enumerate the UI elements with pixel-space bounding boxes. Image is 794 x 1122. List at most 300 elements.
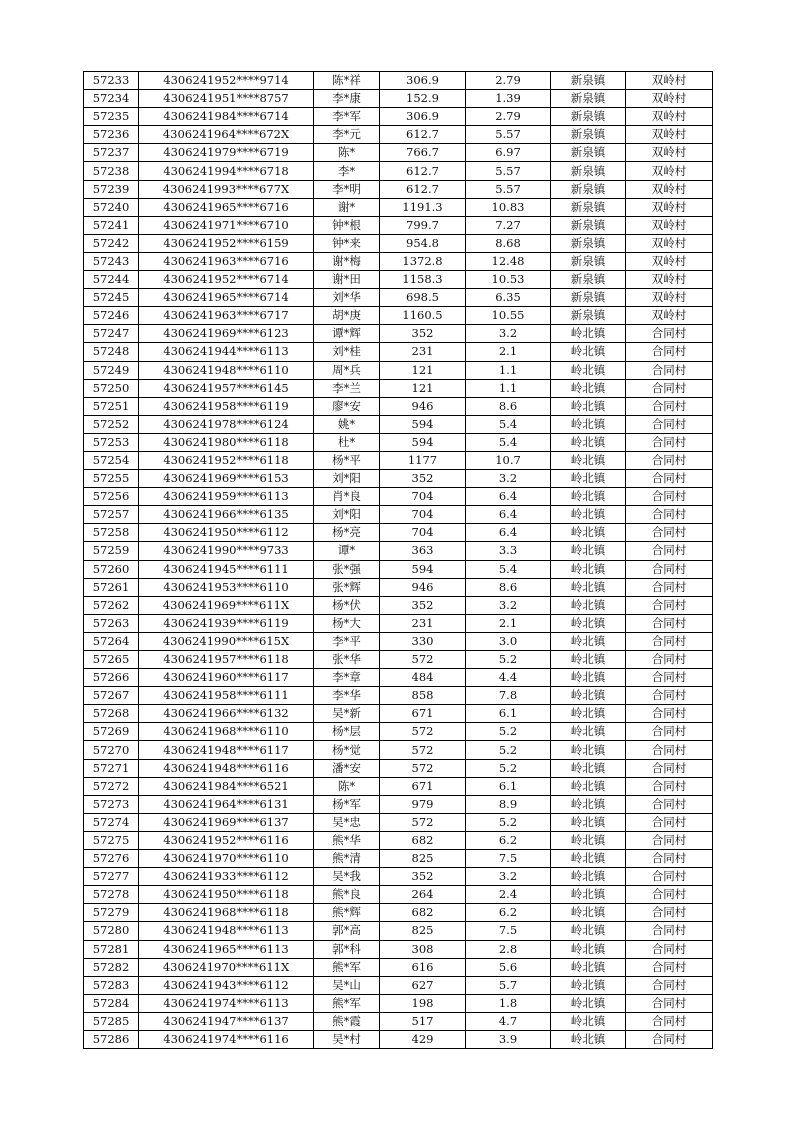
id-number-cell: 4306241953****6110 [139,578,314,596]
serial-number-cell: 57264 [84,632,139,650]
village-cell: 合同村 [626,687,713,705]
name-cell: 谢*田 [314,271,380,289]
town-cell: 岭北镇 [551,415,626,433]
id-number-cell: 4306241980****6118 [139,433,314,451]
serial-number-cell: 57261 [84,578,139,596]
area-cell: 5.2 [466,813,551,831]
town-cell: 岭北镇 [551,705,626,723]
name-cell: 杜* [314,433,380,451]
table-row [84,72,713,90]
id-number-cell: 4306241958****6111 [139,687,314,705]
village-cell: 双岭村 [626,289,713,307]
town-cell: 岭北镇 [551,1012,626,1030]
id-number-cell: 4306241952****6118 [139,451,314,469]
village-cell: 双岭村 [626,90,713,108]
serial-number-cell: 57235 [84,108,139,126]
amount-cell: 517 [380,1012,466,1030]
name-cell: 熊*清 [314,850,380,868]
village-cell: 合同村 [626,343,713,361]
serial-number-cell: 57273 [84,795,139,813]
id-number-cell: 4306241969****6153 [139,470,314,488]
amount-cell: 572 [380,651,466,669]
village-cell: 合同村 [626,705,713,723]
serial-number-cell: 57247 [84,325,139,343]
village-cell: 双岭村 [626,271,713,289]
amount-cell: 572 [380,723,466,741]
table-row [84,868,713,886]
area-cell: 5.4 [466,415,551,433]
data-table [83,71,713,1049]
area-cell: 7.8 [466,687,551,705]
serial-number-cell: 57286 [84,1030,139,1048]
amount-cell: 671 [380,777,466,795]
village-cell: 双岭村 [626,162,713,180]
table-row [84,433,713,451]
id-number-cell: 4306241964****6131 [139,795,314,813]
village-cell: 合同村 [626,433,713,451]
serial-number-cell: 57284 [84,994,139,1012]
table-row [84,596,713,614]
amount-cell: 363 [380,542,466,560]
table-row [84,451,713,469]
name-cell: 杨*伏 [314,596,380,614]
name-cell: 郭*高 [314,922,380,940]
area-cell: 3.2 [466,868,551,886]
serial-number-cell: 57277 [84,868,139,886]
id-number-cell: 4306241963****6716 [139,252,314,270]
village-cell: 合同村 [626,795,713,813]
area-cell: 2.79 [466,108,551,126]
id-number-cell: 4306241990****615X [139,632,314,650]
village-cell: 合同村 [626,524,713,542]
id-number-cell: 4306241966****6132 [139,705,314,723]
name-cell: 刘*阳 [314,506,380,524]
serial-number-cell: 57249 [84,361,139,379]
town-cell: 岭北镇 [551,868,626,886]
amount-cell: 858 [380,687,466,705]
area-cell: 4.7 [466,1012,551,1030]
serial-number-cell: 57241 [84,216,139,234]
id-number-cell: 4306241960****6117 [139,669,314,687]
id-number-cell: 4306241968****6118 [139,904,314,922]
table-row [84,922,713,940]
village-cell: 双岭村 [626,307,713,325]
table-row [84,307,713,325]
village-cell: 合同村 [626,506,713,524]
id-number-cell: 4306241990****9733 [139,542,314,560]
name-cell: 陈* [314,777,380,795]
town-cell: 岭北镇 [551,723,626,741]
id-number-cell: 4306241933****6112 [139,868,314,886]
serial-number-cell: 57271 [84,759,139,777]
name-cell: 熊*良 [314,886,380,904]
area-cell: 6.2 [466,904,551,922]
table-row [84,90,713,108]
village-cell: 合同村 [626,451,713,469]
town-cell: 新泉镇 [551,90,626,108]
name-cell: 李*平 [314,632,380,650]
town-cell: 岭北镇 [551,379,626,397]
area-cell: 5.2 [466,651,551,669]
id-number-cell: 4306241944****6113 [139,343,314,361]
serial-number-cell: 57254 [84,451,139,469]
table-row [84,108,713,126]
village-cell: 合同村 [626,415,713,433]
serial-number-cell: 57266 [84,669,139,687]
village-cell: 合同村 [626,379,713,397]
village-cell: 合同村 [626,397,713,415]
name-cell: 熊*辉 [314,904,380,922]
table-row [84,144,713,162]
table-row [84,415,713,433]
town-cell: 新泉镇 [551,198,626,216]
area-cell: 6.97 [466,144,551,162]
village-cell: 合同村 [626,651,713,669]
amount-cell: 572 [380,813,466,831]
name-cell: 李*明 [314,180,380,198]
name-cell: 李*兰 [314,379,380,397]
town-cell: 岭北镇 [551,904,626,922]
serial-number-cell: 57239 [84,180,139,198]
id-number-cell: 4306241969****6123 [139,325,314,343]
serial-number-cell: 57272 [84,777,139,795]
town-cell: 岭北镇 [551,813,626,831]
id-number-cell: 4306241947****6137 [139,1012,314,1030]
id-number-cell: 4306241939****6119 [139,614,314,632]
town-cell: 岭北镇 [551,614,626,632]
village-cell: 双岭村 [626,108,713,126]
area-cell: 2.1 [466,614,551,632]
table-row [84,976,713,994]
village-cell: 合同村 [626,813,713,831]
table-row [84,560,713,578]
serial-number-cell: 57250 [84,379,139,397]
serial-number-cell: 57269 [84,723,139,741]
town-cell: 岭北镇 [551,976,626,994]
name-cell: 张*强 [314,560,380,578]
village-cell: 合同村 [626,596,713,614]
area-cell: 6.2 [466,831,551,849]
id-number-cell: 4306241974****6113 [139,994,314,1012]
village-cell: 合同村 [626,831,713,849]
id-number-cell: 4306241959****6113 [139,488,314,506]
town-cell: 岭北镇 [551,886,626,904]
area-cell: 1.39 [466,90,551,108]
serial-number-cell: 57233 [84,72,139,90]
area-cell: 12.48 [466,252,551,270]
table-row [84,325,713,343]
town-cell: 岭北镇 [551,850,626,868]
table-row [84,705,713,723]
area-cell: 8.6 [466,578,551,596]
village-cell: 双岭村 [626,198,713,216]
serial-number-cell: 57276 [84,850,139,868]
amount-cell: 825 [380,922,466,940]
village-cell: 合同村 [626,470,713,488]
id-number-cell: 4306241979****6719 [139,144,314,162]
amount-cell: 330 [380,632,466,650]
name-cell: 杨*层 [314,723,380,741]
name-cell: 熊*华 [314,831,380,849]
amount-cell: 572 [380,759,466,777]
id-number-cell: 4306241978****6124 [139,415,314,433]
table-row [84,343,713,361]
town-cell: 新泉镇 [551,252,626,270]
name-cell: 吴*村 [314,1030,380,1048]
amount-cell: 306.9 [380,72,466,90]
table-row [84,470,713,488]
amount-cell: 594 [380,415,466,433]
id-number-cell: 4306241993****677X [139,180,314,198]
amount-cell: 594 [380,433,466,451]
amount-cell: 682 [380,904,466,922]
name-cell: 李*华 [314,687,380,705]
name-cell: 陈*祥 [314,72,380,90]
area-cell: 10.83 [466,198,551,216]
serial-number-cell: 57285 [84,1012,139,1030]
town-cell: 岭北镇 [551,777,626,795]
name-cell: 吴*我 [314,868,380,886]
amount-cell: 979 [380,795,466,813]
table-row [84,831,713,849]
area-cell: 2.79 [466,72,551,90]
area-cell: 8.9 [466,795,551,813]
serial-number-cell: 57238 [84,162,139,180]
area-cell: 1.8 [466,994,551,1012]
serial-number-cell: 57258 [84,524,139,542]
name-cell: 李* [314,162,380,180]
area-cell: 5.2 [466,723,551,741]
table-row [84,795,713,813]
table-row [84,687,713,705]
town-cell: 岭北镇 [551,451,626,469]
amount-cell: 1160.5 [380,307,466,325]
serial-number-cell: 57267 [84,687,139,705]
amount-cell: 1158.3 [380,271,466,289]
id-number-cell: 4306241969****611X [139,596,314,614]
name-cell: 肖*良 [314,488,380,506]
town-cell: 岭北镇 [551,433,626,451]
id-number-cell: 4306241948****6117 [139,741,314,759]
village-cell: 合同村 [626,922,713,940]
town-cell: 新泉镇 [551,162,626,180]
name-cell: 周*兵 [314,361,380,379]
village-cell: 合同村 [626,904,713,922]
village-cell: 双岭村 [626,72,713,90]
name-cell: 钟*来 [314,234,380,252]
table-row [84,886,713,904]
name-cell: 张*辉 [314,578,380,596]
area-cell: 6.4 [466,524,551,542]
area-cell: 6.35 [466,289,551,307]
village-cell: 双岭村 [626,144,713,162]
serial-number-cell: 57243 [84,252,139,270]
amount-cell: 594 [380,560,466,578]
id-number-cell: 4306241952****6714 [139,271,314,289]
area-cell: 5.57 [466,180,551,198]
table-row [84,1012,713,1030]
village-cell: 合同村 [626,542,713,560]
amount-cell: 946 [380,578,466,596]
amount-cell: 352 [380,470,466,488]
id-number-cell: 4306241952****6116 [139,831,314,849]
area-cell: 1.1 [466,361,551,379]
amount-cell: 1372.8 [380,252,466,270]
table-row [84,162,713,180]
town-cell: 岭北镇 [551,795,626,813]
table-row [84,234,713,252]
name-cell: 陈* [314,144,380,162]
amount-cell: 121 [380,379,466,397]
village-cell: 合同村 [626,850,713,868]
name-cell: 郭*科 [314,940,380,958]
serial-number-cell: 57262 [84,596,139,614]
town-cell: 岭北镇 [551,831,626,849]
table-row [84,361,713,379]
id-number-cell: 4306241969****6137 [139,813,314,831]
village-cell: 合同村 [626,578,713,596]
serial-number-cell: 57275 [84,831,139,849]
area-cell: 6.1 [466,777,551,795]
area-cell: 6.1 [466,705,551,723]
area-cell: 3.0 [466,632,551,650]
serial-number-cell: 57251 [84,397,139,415]
village-cell: 双岭村 [626,126,713,144]
village-cell: 合同村 [626,777,713,795]
serial-number-cell: 57237 [84,144,139,162]
town-cell: 新泉镇 [551,289,626,307]
area-cell: 7.5 [466,922,551,940]
table-row [84,289,713,307]
amount-cell: 612.7 [380,126,466,144]
table-row [84,542,713,560]
area-cell: 8.6 [466,397,551,415]
amount-cell: 198 [380,994,466,1012]
table-row [84,777,713,795]
town-cell: 岭北镇 [551,994,626,1012]
name-cell: 李*元 [314,126,380,144]
area-cell: 5.7 [466,976,551,994]
name-cell: 吴*山 [314,976,380,994]
village-cell: 合同村 [626,325,713,343]
amount-cell: 704 [380,524,466,542]
serial-number-cell: 57236 [84,126,139,144]
name-cell: 熊*霞 [314,1012,380,1030]
name-cell: 李*康 [314,90,380,108]
id-number-cell: 4306241963****6717 [139,307,314,325]
table-row [84,271,713,289]
serial-number-cell: 57234 [84,90,139,108]
amount-cell: 308 [380,940,466,958]
name-cell: 钟*根 [314,216,380,234]
table-row [84,940,713,958]
id-number-cell: 4306241974****6116 [139,1030,314,1048]
serial-number-cell: 57257 [84,506,139,524]
town-cell: 岭北镇 [551,397,626,415]
town-cell: 新泉镇 [551,180,626,198]
town-cell: 岭北镇 [551,1030,626,1048]
area-cell: 5.2 [466,759,551,777]
table-row [84,850,713,868]
town-cell: 岭北镇 [551,669,626,687]
name-cell: 杨*大 [314,614,380,632]
name-cell: 熊*军 [314,958,380,976]
amount-cell: 152.9 [380,90,466,108]
serial-number-cell: 57260 [84,560,139,578]
area-cell: 1.1 [466,379,551,397]
table-row [84,126,713,144]
area-cell: 2.1 [466,343,551,361]
amount-cell: 682 [380,831,466,849]
amount-cell: 1177 [380,451,466,469]
name-cell: 潘*安 [314,759,380,777]
table-row [84,216,713,234]
serial-number-cell: 57283 [84,976,139,994]
village-cell: 双岭村 [626,216,713,234]
area-cell: 3.2 [466,470,551,488]
town-cell: 岭北镇 [551,958,626,976]
id-number-cell: 4306241958****6119 [139,397,314,415]
town-cell: 新泉镇 [551,72,626,90]
serial-number-cell: 57255 [84,470,139,488]
town-cell: 岭北镇 [551,651,626,669]
id-number-cell: 4306241964****672X [139,126,314,144]
name-cell: 刘*阳 [314,470,380,488]
village-cell: 合同村 [626,1012,713,1030]
table-row [84,252,713,270]
amount-cell: 612.7 [380,180,466,198]
amount-cell: 825 [380,850,466,868]
area-cell: 5.57 [466,162,551,180]
table-row [84,669,713,687]
town-cell: 岭北镇 [551,560,626,578]
serial-number-cell: 57278 [84,886,139,904]
area-cell: 5.4 [466,433,551,451]
village-cell: 双岭村 [626,180,713,198]
serial-number-cell: 57244 [84,271,139,289]
area-cell: 6.4 [466,506,551,524]
table-row [84,379,713,397]
id-number-cell: 4306241950****6112 [139,524,314,542]
table-row [84,994,713,1012]
amount-cell: 766.7 [380,144,466,162]
serial-number-cell: 57263 [84,614,139,632]
town-cell: 岭北镇 [551,596,626,614]
serial-number-cell: 57279 [84,904,139,922]
serial-number-cell: 57256 [84,488,139,506]
amount-cell: 946 [380,397,466,415]
amount-cell: 352 [380,325,466,343]
town-cell: 岭北镇 [551,506,626,524]
amount-cell: 1191.3 [380,198,466,216]
id-number-cell: 4306241966****6135 [139,506,314,524]
town-cell: 新泉镇 [551,307,626,325]
id-number-cell: 4306241952****6159 [139,234,314,252]
town-cell: 岭北镇 [551,488,626,506]
amount-cell: 352 [380,596,466,614]
area-cell: 5.2 [466,741,551,759]
town-cell: 新泉镇 [551,144,626,162]
amount-cell: 627 [380,976,466,994]
town-cell: 岭北镇 [551,940,626,958]
name-cell: 熊*军 [314,994,380,1012]
id-number-cell: 4306241957****6118 [139,651,314,669]
name-cell: 谢* [314,198,380,216]
town-cell: 新泉镇 [551,216,626,234]
serial-number-cell: 57240 [84,198,139,216]
name-cell: 廖*安 [314,397,380,415]
village-cell: 合同村 [626,868,713,886]
